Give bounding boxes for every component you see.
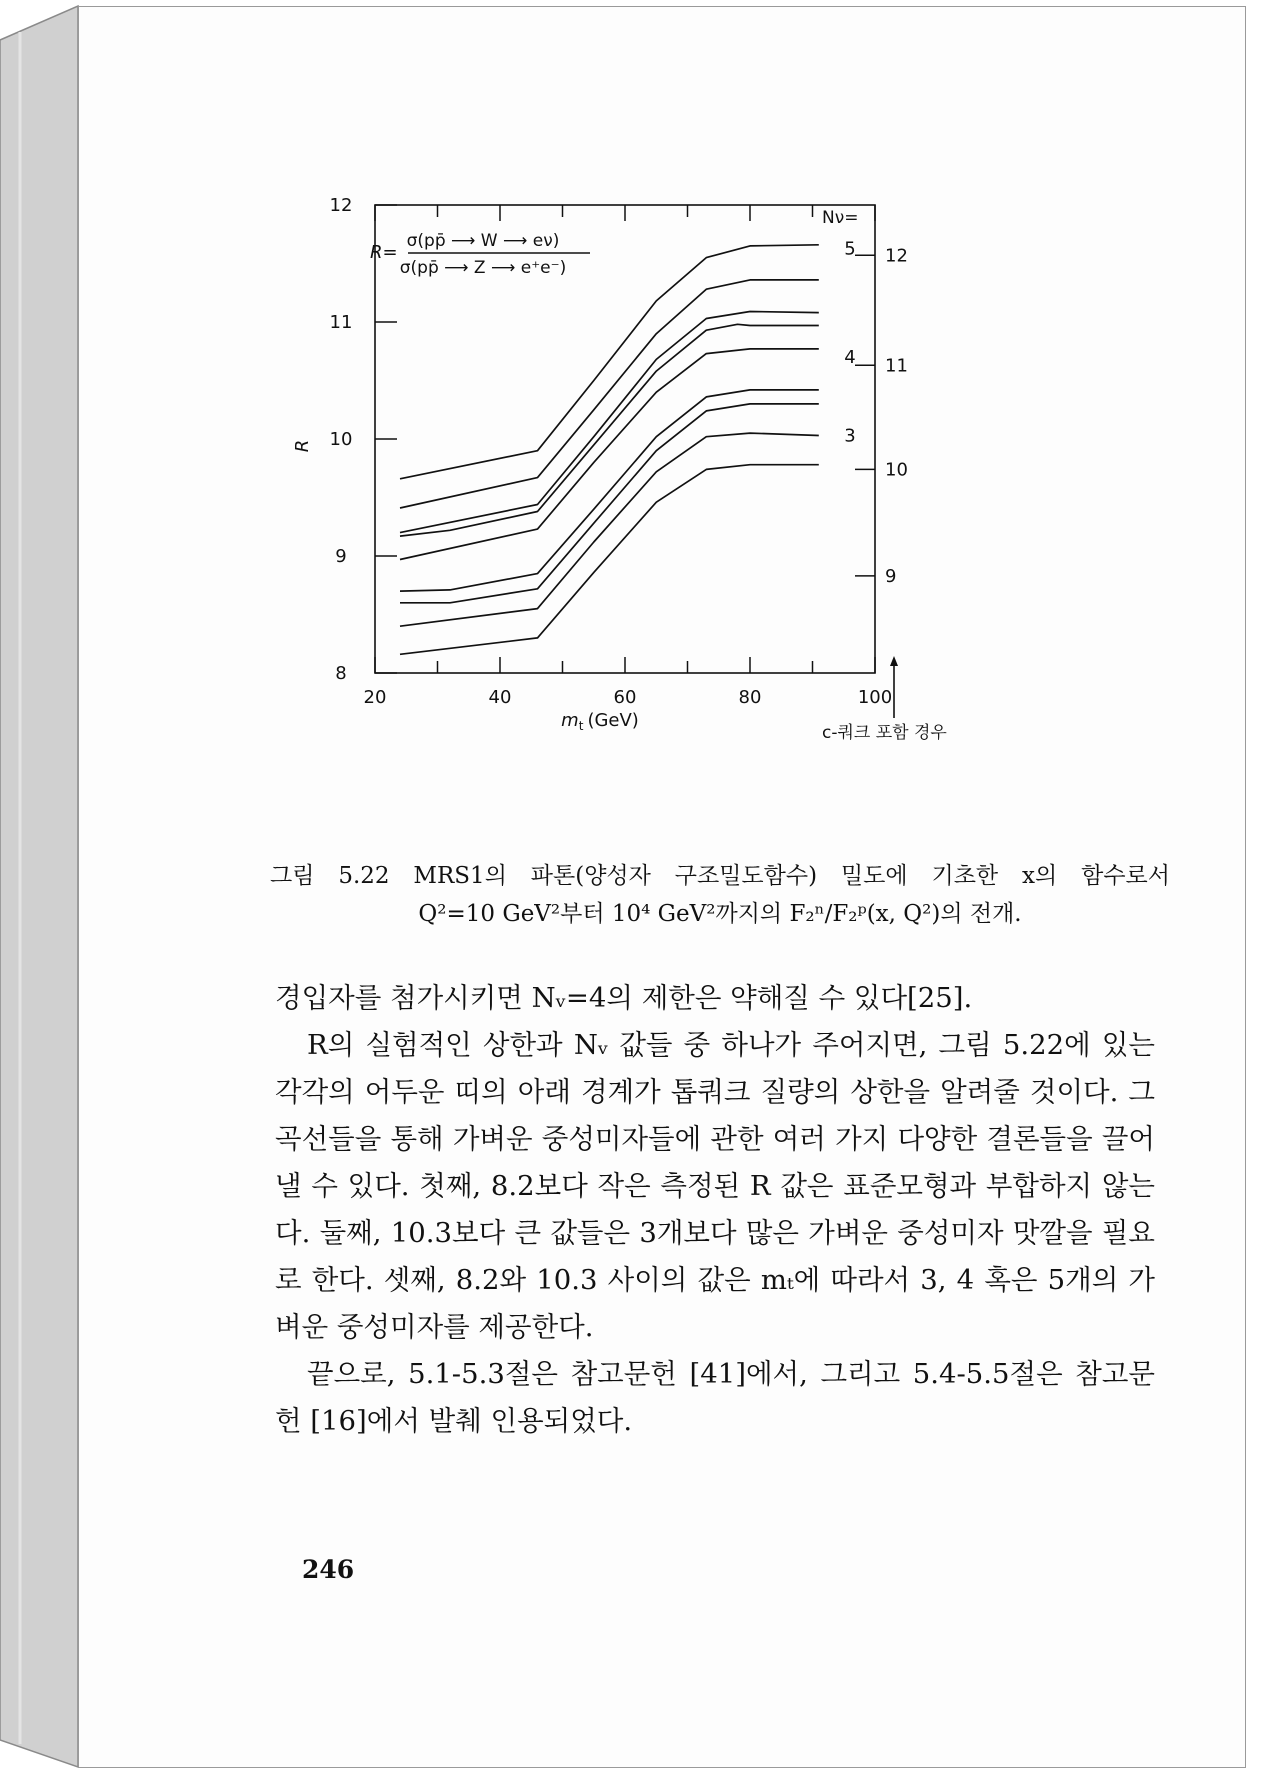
- x-axis-title-main: m: [561, 710, 579, 731]
- y-axis-title: R: [292, 439, 313, 453]
- right-axis-tick-label: 12: [885, 245, 908, 267]
- x-axis-title-sub: t: [578, 719, 584, 733]
- body-text: [275, 975, 1155, 1445]
- r-vs-mt-chart: [292, 195, 1120, 850]
- formula-lhs: R=: [370, 242, 398, 263]
- x-tick-label: 80: [738, 687, 762, 708]
- figure-caption: [270, 857, 1170, 933]
- right-axis-tick-label: 9: [885, 565, 897, 587]
- x-tick-label: 40: [488, 687, 512, 708]
- r-ratio-formula: [370, 231, 590, 278]
- y-tick-label: 8: [335, 663, 347, 684]
- series-line-curve-9: [400, 465, 819, 655]
- paragraph-1: 경입자를 첨가시키면 Nᵥ=4의 제한은 약해질 수 있다[25].: [275, 982, 973, 1014]
- caption-line-2: Q²=10 GeV²부터 10⁴ GeV²까지의 F₂ⁿ/F₂ᵖ(x, Q²)의 전개.: [418, 901, 1022, 927]
- formula-denominator: σ(pp̄ ⟶ Z ⟶ e⁺e⁻): [399, 258, 567, 278]
- svg-text:mt(GeV): [561, 710, 639, 733]
- x-tick-label: 100: [857, 687, 893, 708]
- caption-line-1: 그림 5.22 MRS1의 파톤(양성자 구조밀도함수) 밀도에 기초한 x의 함수로서: [270, 863, 1170, 889]
- paragraph-3: 끝으로, 5.1-5.3절은 참고문헌 [41]에서, 그리고 5.4-5.5절은 참고문헌 [16]에서 발췌 인용되었다.: [275, 1358, 1155, 1437]
- nu-value-label: 4: [844, 347, 856, 369]
- note-arrow-head-icon: [890, 656, 898, 666]
- y-tick-label: 11: [329, 312, 353, 333]
- page-number: 246: [302, 1555, 355, 1584]
- formula-numerator: σ(pp̄ ⟶ W ⟶ eν): [406, 231, 560, 251]
- x-tick-label: 60: [613, 687, 637, 708]
- y-tick-label: 9: [335, 546, 347, 567]
- y-tick-label: 12: [329, 195, 353, 216]
- note-text: c-쿼크 포함 경우: [822, 723, 947, 743]
- series-line-curve-2: [400, 280, 819, 508]
- series-line-curve-6: [400, 390, 819, 591]
- nu-header: Nν=: [822, 208, 859, 228]
- chart-curves: [400, 245, 819, 655]
- series-line-curve-8: [400, 433, 819, 626]
- right-axis-tick-label: 11: [885, 355, 908, 377]
- y-tick-label: 10: [329, 429, 353, 450]
- x-axis-title: [561, 710, 639, 733]
- x-axis-title-unit: (GeV): [587, 710, 639, 731]
- right-axis-tick-label: 10: [885, 459, 908, 481]
- x-tick-label: 20: [363, 687, 387, 708]
- paragraph-2: R의 실험적인 상한과 Nᵥ 값들 중 하나가 주어지면, 그림 5.22에 있는 각각의 어두운 띠의 아래 경계가 톱쿼크 질량의 상한을 알려줄 것이다. 그 곡선들을 통해 가벼운 중성미자들에 관한 여러 가지 다양한 결론들을 끌어낼 수 있다. 첫째, 8.2보다 작은 측정된 R 값은 표준모형과 부합하지 않는다. 둘째, 10.3보다 큰 값들은 3개보다 많은 가벼운 중성미자 맛깔을 필요로 한다. 셋째, 8.2와 10.3 사이의 값은 mₜ에 따라서 3, 4 혹은 5개의 가벼운 중성미자를 제공한다.: [275, 1029, 1155, 1343]
- nu-value-label: 5: [844, 238, 856, 260]
- nu-value-label: 3: [844, 425, 856, 447]
- series-line-curve-3: [400, 312, 819, 533]
